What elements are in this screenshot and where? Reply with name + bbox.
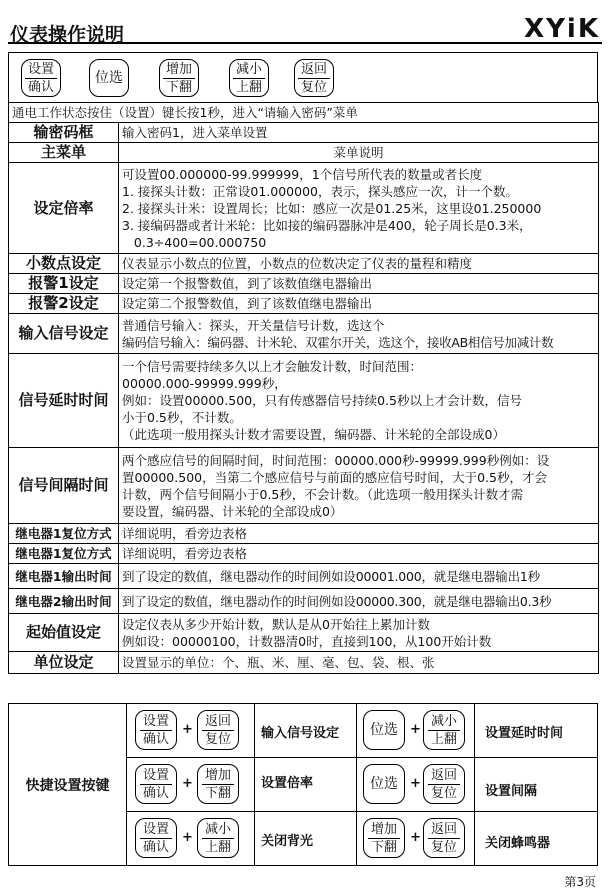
shift-key: 位选: [363, 710, 405, 750]
start-value-line: 例如设：00000100，计数器清0时，直接到100，从100开始计数: [122, 633, 492, 649]
delay-line: 例如：设置00000.500，只有传感器信号持续0.5秒以上才会计数，信号: [122, 393, 522, 408]
decimal-label: 小数点设定: [9, 254, 119, 274]
back-reset-key: 返回 复位: [423, 818, 465, 858]
input-signal-label: 输入信号设定: [9, 314, 119, 354]
shortcut-action-cell: [475, 812, 597, 865]
delay-label: 信号延时时间: [9, 354, 119, 448]
shortcut-combo-cell: [127, 758, 255, 812]
shortcut-action-text: 设置间隔: [485, 784, 538, 799]
ratio-line: 0.3÷400=00.000750: [122, 234, 267, 250]
down-key: 减小 上翻: [423, 710, 465, 750]
start-value-label: 起始值设定: [9, 614, 119, 652]
shortcut-action-cell: [255, 812, 357, 865]
alarm1-label: 报警1设定: [9, 274, 119, 294]
relay2-output-label: 继电器2输出时间: [9, 589, 119, 614]
input-signal-line: 普通信号输入：探头，开关量信号计数，选这个: [122, 317, 385, 333]
shortcut-combo-cell: [357, 812, 475, 865]
key-legend-row: [8, 52, 598, 102]
alarm2-label: 报警2设定: [9, 294, 119, 314]
intro-text: 通电工作状态按住（设置）键长按1秒，进入“请输入密码”菜单: [9, 103, 599, 123]
ratio-desc: [119, 163, 599, 254]
relay1-output-label: 继电器1输出时间: [9, 564, 119, 589]
relay2-output-desc: 到了设定的数值，继电器动作的时间例如设00000.300，就是继电器输出0.3秒: [119, 589, 599, 614]
relay2-reset-desc: 详细说明，看旁边表格: [119, 544, 599, 564]
delay-line: 00000.000-99999.999秒，: [122, 376, 287, 391]
shortcut-action-text: 输入信号设定: [261, 726, 340, 741]
shortcut-action-text: 设置倍率: [261, 776, 314, 791]
plus-sign: +: [182, 776, 193, 791]
plus-sign: +: [182, 830, 193, 845]
plus-sign: +: [182, 722, 193, 737]
input-signal-line: 编码信号输入：编码器、计米轮、双霍尔开关，选这个，接收AB相信号加减计数: [122, 334, 554, 350]
shortcut-combo-cell: [357, 758, 475, 812]
shortcut-keys-table: [8, 703, 598, 866]
plus-sign: +: [410, 830, 421, 845]
page-header: [8, 10, 602, 44]
unit-desc: 设置显示的单位：个、瓶、米、厘、毫、包、袋、根、张: [119, 652, 599, 674]
ratio-line: 3. 接编码器或者计米轮：比如接的编码器脉冲是400，轮子周长是0.3米，: [122, 217, 532, 233]
up-key: 增加 下翻: [363, 818, 405, 858]
brand-logo: XYiK: [524, 14, 600, 44]
relay2-reset-label: 继电器1复位方式: [9, 544, 119, 564]
password-label: 输密码框: [9, 123, 119, 143]
shortcut-action-text: 关闭背光: [261, 834, 314, 849]
password-desc: 输入密码1，进入菜单设置: [119, 123, 599, 143]
back-reset-key: 返回 复位: [294, 59, 334, 97]
delay-desc: [119, 354, 599, 448]
set-confirm-key: 设置 确认: [135, 818, 177, 858]
set-confirm-key: 设置 确认: [135, 710, 177, 750]
shortcut-action-cell: [255, 704, 357, 758]
interval-line: 两个感应信号的间隔时间，时间范围：00000.000秒-99999.999秒例如：设: [122, 452, 550, 468]
delay-line: 一个信号需要持续多久以上才会触发计数，时间范围：: [122, 359, 423, 374]
interval-line: 置00000.500，当第二个感应信号与前面的感应信号时间，大于0.5秒，才会: [122, 469, 547, 485]
page-number: 第3页: [564, 875, 596, 889]
plus-sign: +: [410, 722, 421, 737]
up-key: 增加 下翻: [197, 764, 239, 804]
back-reset-key: 返回 复位: [197, 710, 239, 750]
shortcut-action-cell: [255, 758, 357, 812]
set-confirm-key: 设置 确认: [21, 59, 61, 97]
input-signal-desc: [119, 314, 599, 354]
ratio-line: 可设置00.000000-99.999999，1个信号所代表的数量或者长度: [122, 166, 483, 182]
shortcut-label: 快捷设置按键: [9, 704, 127, 865]
shortcut-action-cell: [475, 758, 597, 812]
shortcut-action-text: 关闭蜂鸣器: [485, 836, 551, 851]
alarm1-desc: 设定第一个报警数值，到了该数值继电器输出: [119, 274, 599, 294]
unit-label: 单位设定: [9, 652, 119, 674]
shortcut-combo-cell: [357, 704, 475, 758]
menu-description-table: [8, 102, 599, 674]
delay-line: （此选项一般用探头计数才需要设置，编码器、计米轮的全部设成0）: [122, 427, 505, 442]
alarm2-desc: 设定第二个报警数值，到了该数值继电器输出: [119, 294, 599, 314]
shift-key: 位选: [89, 59, 129, 97]
shortcut-action-text: 设置延时时间: [485, 726, 564, 741]
shortcut-combo-cell: [127, 704, 255, 758]
relay1-reset-label: 继电器1复位方式: [9, 524, 119, 544]
back-reset-key: 返回 复位: [423, 764, 465, 804]
ratio-line: 2. 接探头计米：设置周长；比如：感应一次是01.25米，这里设01.250000: [122, 200, 542, 216]
start-value-desc: [119, 614, 599, 652]
start-value-line: 设定仪表从多少开始计数，默认是从0开始往上累加计数: [122, 616, 430, 632]
decimal-desc: 仪表显示小数点的位置，小数点的位数决定了仪表的量程和精度: [119, 254, 599, 274]
shift-key: 位选: [363, 764, 405, 804]
down-key: 减小 上翻: [229, 59, 269, 97]
shortcut-action-cell: [475, 704, 597, 758]
up-key: 增加 下翻: [159, 59, 199, 97]
interval-desc: [119, 448, 599, 524]
delay-line: 小于0.5秒，不计数。: [122, 410, 242, 425]
relay1-output-desc: 到了设定的数值，继电器动作的时间例如设00001.000，就是继电器输出1秒: [119, 564, 599, 589]
ratio-line: 1. 接探头计数：正常设01.000000，表示，探头感应一次，计一个数。: [122, 183, 518, 199]
plus-sign: +: [410, 776, 421, 791]
interval-line: 计数，两个信号间隔小于0.5秒，不会计数。（此选项一般用探头计数才需: [122, 486, 524, 502]
shortcut-combo-cell: [127, 812, 255, 865]
ratio-label: 设定倍率: [9, 163, 119, 254]
down-key: 减小 上翻: [197, 818, 239, 858]
main-menu-label: 主菜单: [9, 143, 119, 163]
interval-line: 要设置，编码器、计米轮的全部设成0）: [122, 503, 343, 519]
main-menu-header: 菜单说明: [119, 143, 599, 163]
interval-label: 信号间隔时间: [9, 448, 119, 524]
page-title: 仪表操作说明: [10, 24, 125, 46]
set-confirm-key: 设置 确认: [135, 764, 177, 804]
relay1-reset-desc: 详细说明，看旁边表格: [119, 524, 599, 544]
